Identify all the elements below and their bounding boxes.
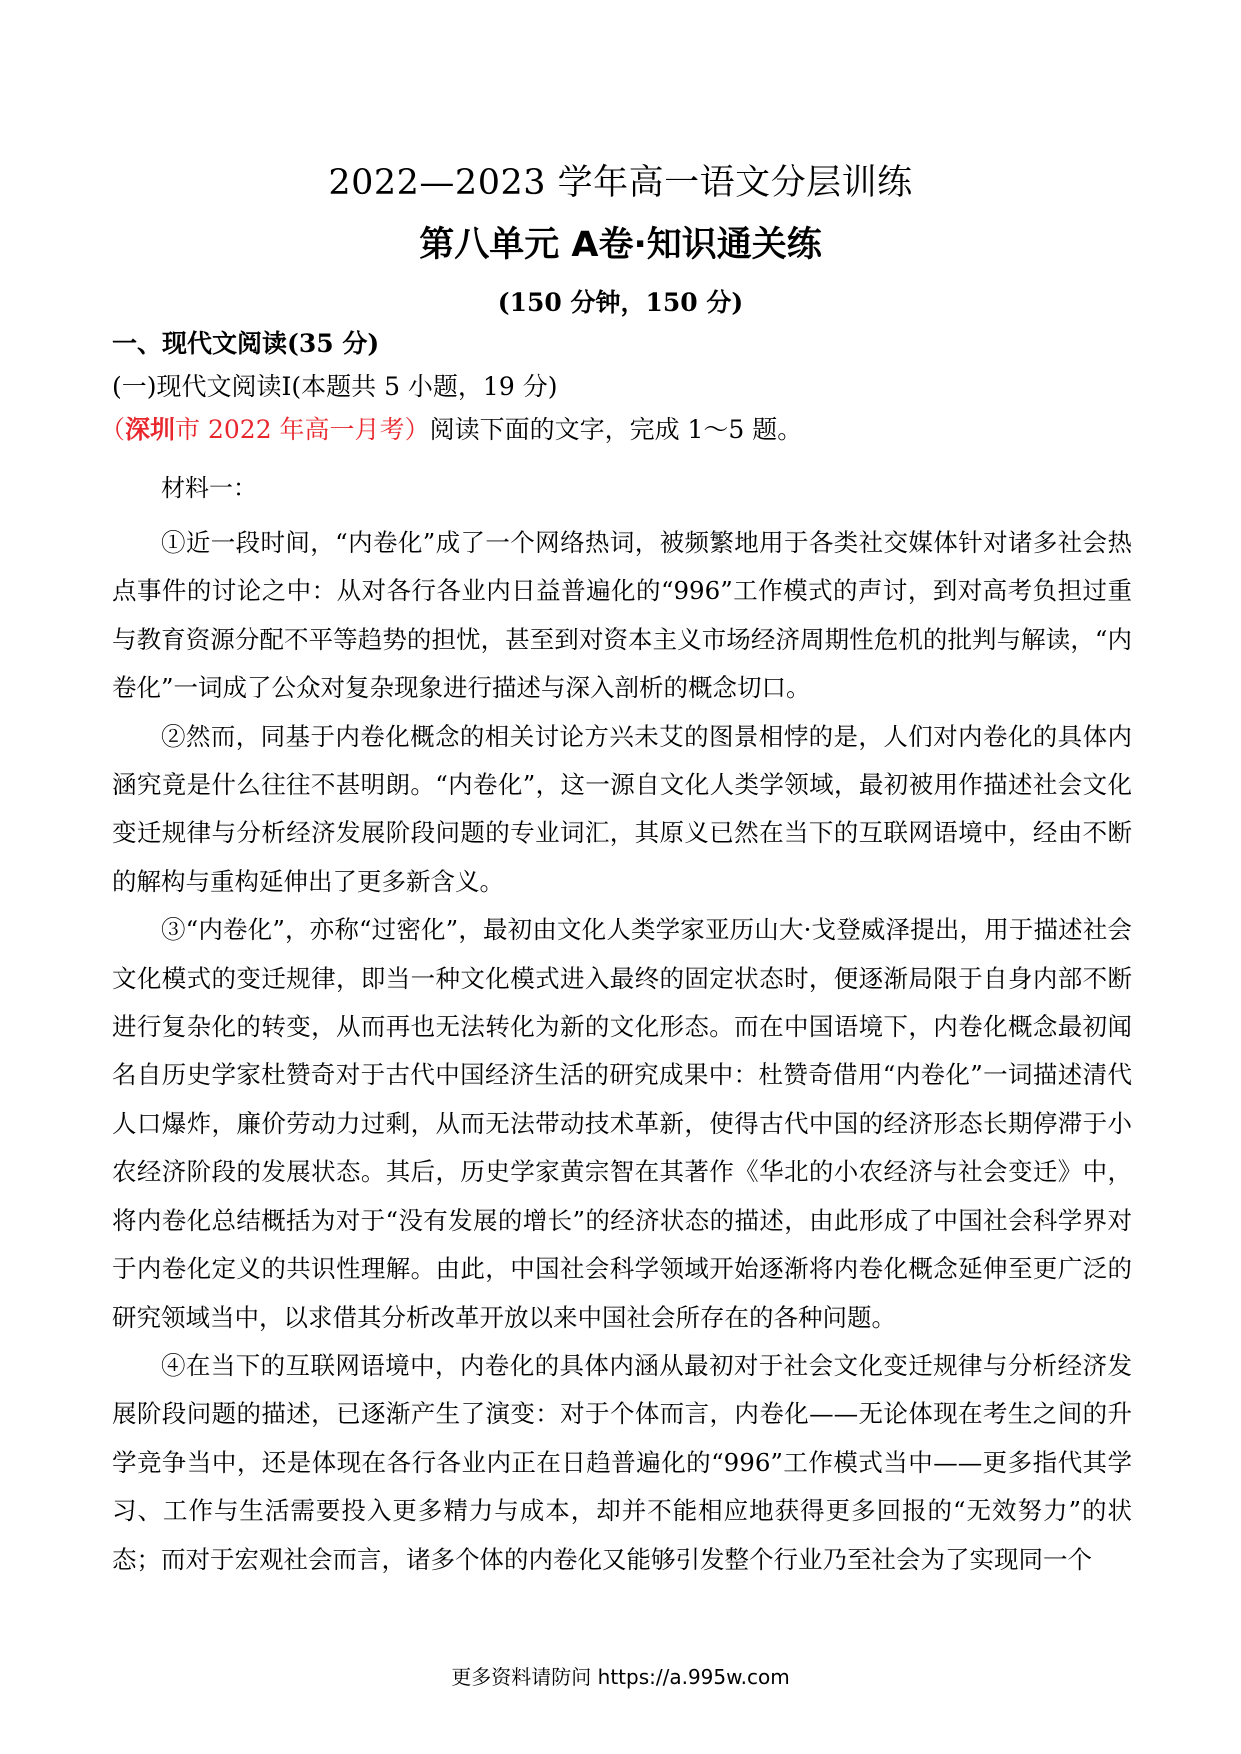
document-subtitle: 第八单元 A卷·知识通关练 [419,225,822,265]
paragraph-3: ③“内卷化”，亦称“过密化”，最初由文化人类学家亚历山大·戈登威泽提出，用于描述社会文化模式的变迁规律，即当一种文化模式进入最终的固定状态时，便逐渐局限于自身内部不断进行复杂化的转变，从而再也无法转化为新的文化形态。而在中国语境下，内卷化概念最初闻名自历史学家杜赞奇对于古代中国经济生活的研究成果中：杜赞奇借用“内卷化”一词描述清代人口爆炸，廉价劳动力过剩，从而无法带动技术革新，使得古代中国的经济形态长期停滞于小农经济阶段的发展状态。其后，历史学家黄宗智在其著作《华北的小农经济与社会变迁》中，将内卷化总结概括为对于“没有发展的增长”的经济状态的描述，由此形成了中国社会科学界对于内卷化定义的共识性理解。由此，中国社会科学领域开始逐渐将内卷化概念延伸至更广泛的研究领域当中，以求借其分析改革开放以来中国社会所存在的各种问题。 [112,915,1132,1332]
reading-instruction: 阅读下面的文字，完成 1～5 题。 [429,415,803,444]
exam-duration: (150 分钟，150 分) [497,288,744,317]
footer-link[interactable]: 更多资料请防问 https://a.995w.com [451,1665,790,1689]
section-heading: 一、现代文阅读(35 分) [112,329,380,358]
source-city: 深圳 [125,415,176,444]
document-title: 2022—2023 学年高一语文分层训练 [328,163,913,203]
source-line [100,414,802,446]
material-body [112,519,1132,1584]
material-label: 材料一： [161,474,257,502]
source-exam: 市 2022 年高一月考 [175,415,405,444]
source-close-paren: ） [404,415,430,444]
paragraph-1: ①近一段时间，“内卷化”成了一个网络热词，被频繁地用于各类社交媒体针对诸多社会热点事件的讨论之中：从对各行各业内日益普遍化的“996”工作模式的声讨，到对高考负担过重与教育资源分配不平等趋势的担忧，甚至到对资本主义市场经济周期性危机的批判与解读，“内卷化”一词成了公众对复杂现象进行描述与深入剖析的概念切口。 [112,528,1132,703]
paragraph-2: ②然而，同基于内卷化概念的相关讨论方兴未艾的图景相悖的是，人们对内卷化的具体内涵究竟是什么往往不甚明朗。“内卷化”，这一源自文化人类学领域，最初被用作描述社会文化变迁规律与分析经济发展阶段问题的专业词汇，其原义已然在当下的互联网语境中，经由不断的解构与重构延伸出了更多新含义。 [112,721,1132,896]
source-open-paren: （ [100,415,126,444]
sub-section-heading: (一)现代文阅读Ⅰ(本题共 5 小题，19 分) [112,372,558,401]
paragraph-4: ④在当下的互联网语境中，内卷化的具体内涵从最初对于社会文化变迁规律与分析经济发展阶段问题的描述，已逐渐产生了演变：对于个体而言，内卷化——无论体现在考生之间的升学竞争当中，还是体现在各行各业内正在日趋普遍化的“996”工作模式当中——更多指代其学习、工作与生活需要投入更多精力与成本，却并不能相应地获得更多回报的“无效努力”的状态；而对于宏观社会而言，诸多个体的内卷化又能够引发整个行业乃至社会为了实现同一个 [112,1350,1132,1574]
